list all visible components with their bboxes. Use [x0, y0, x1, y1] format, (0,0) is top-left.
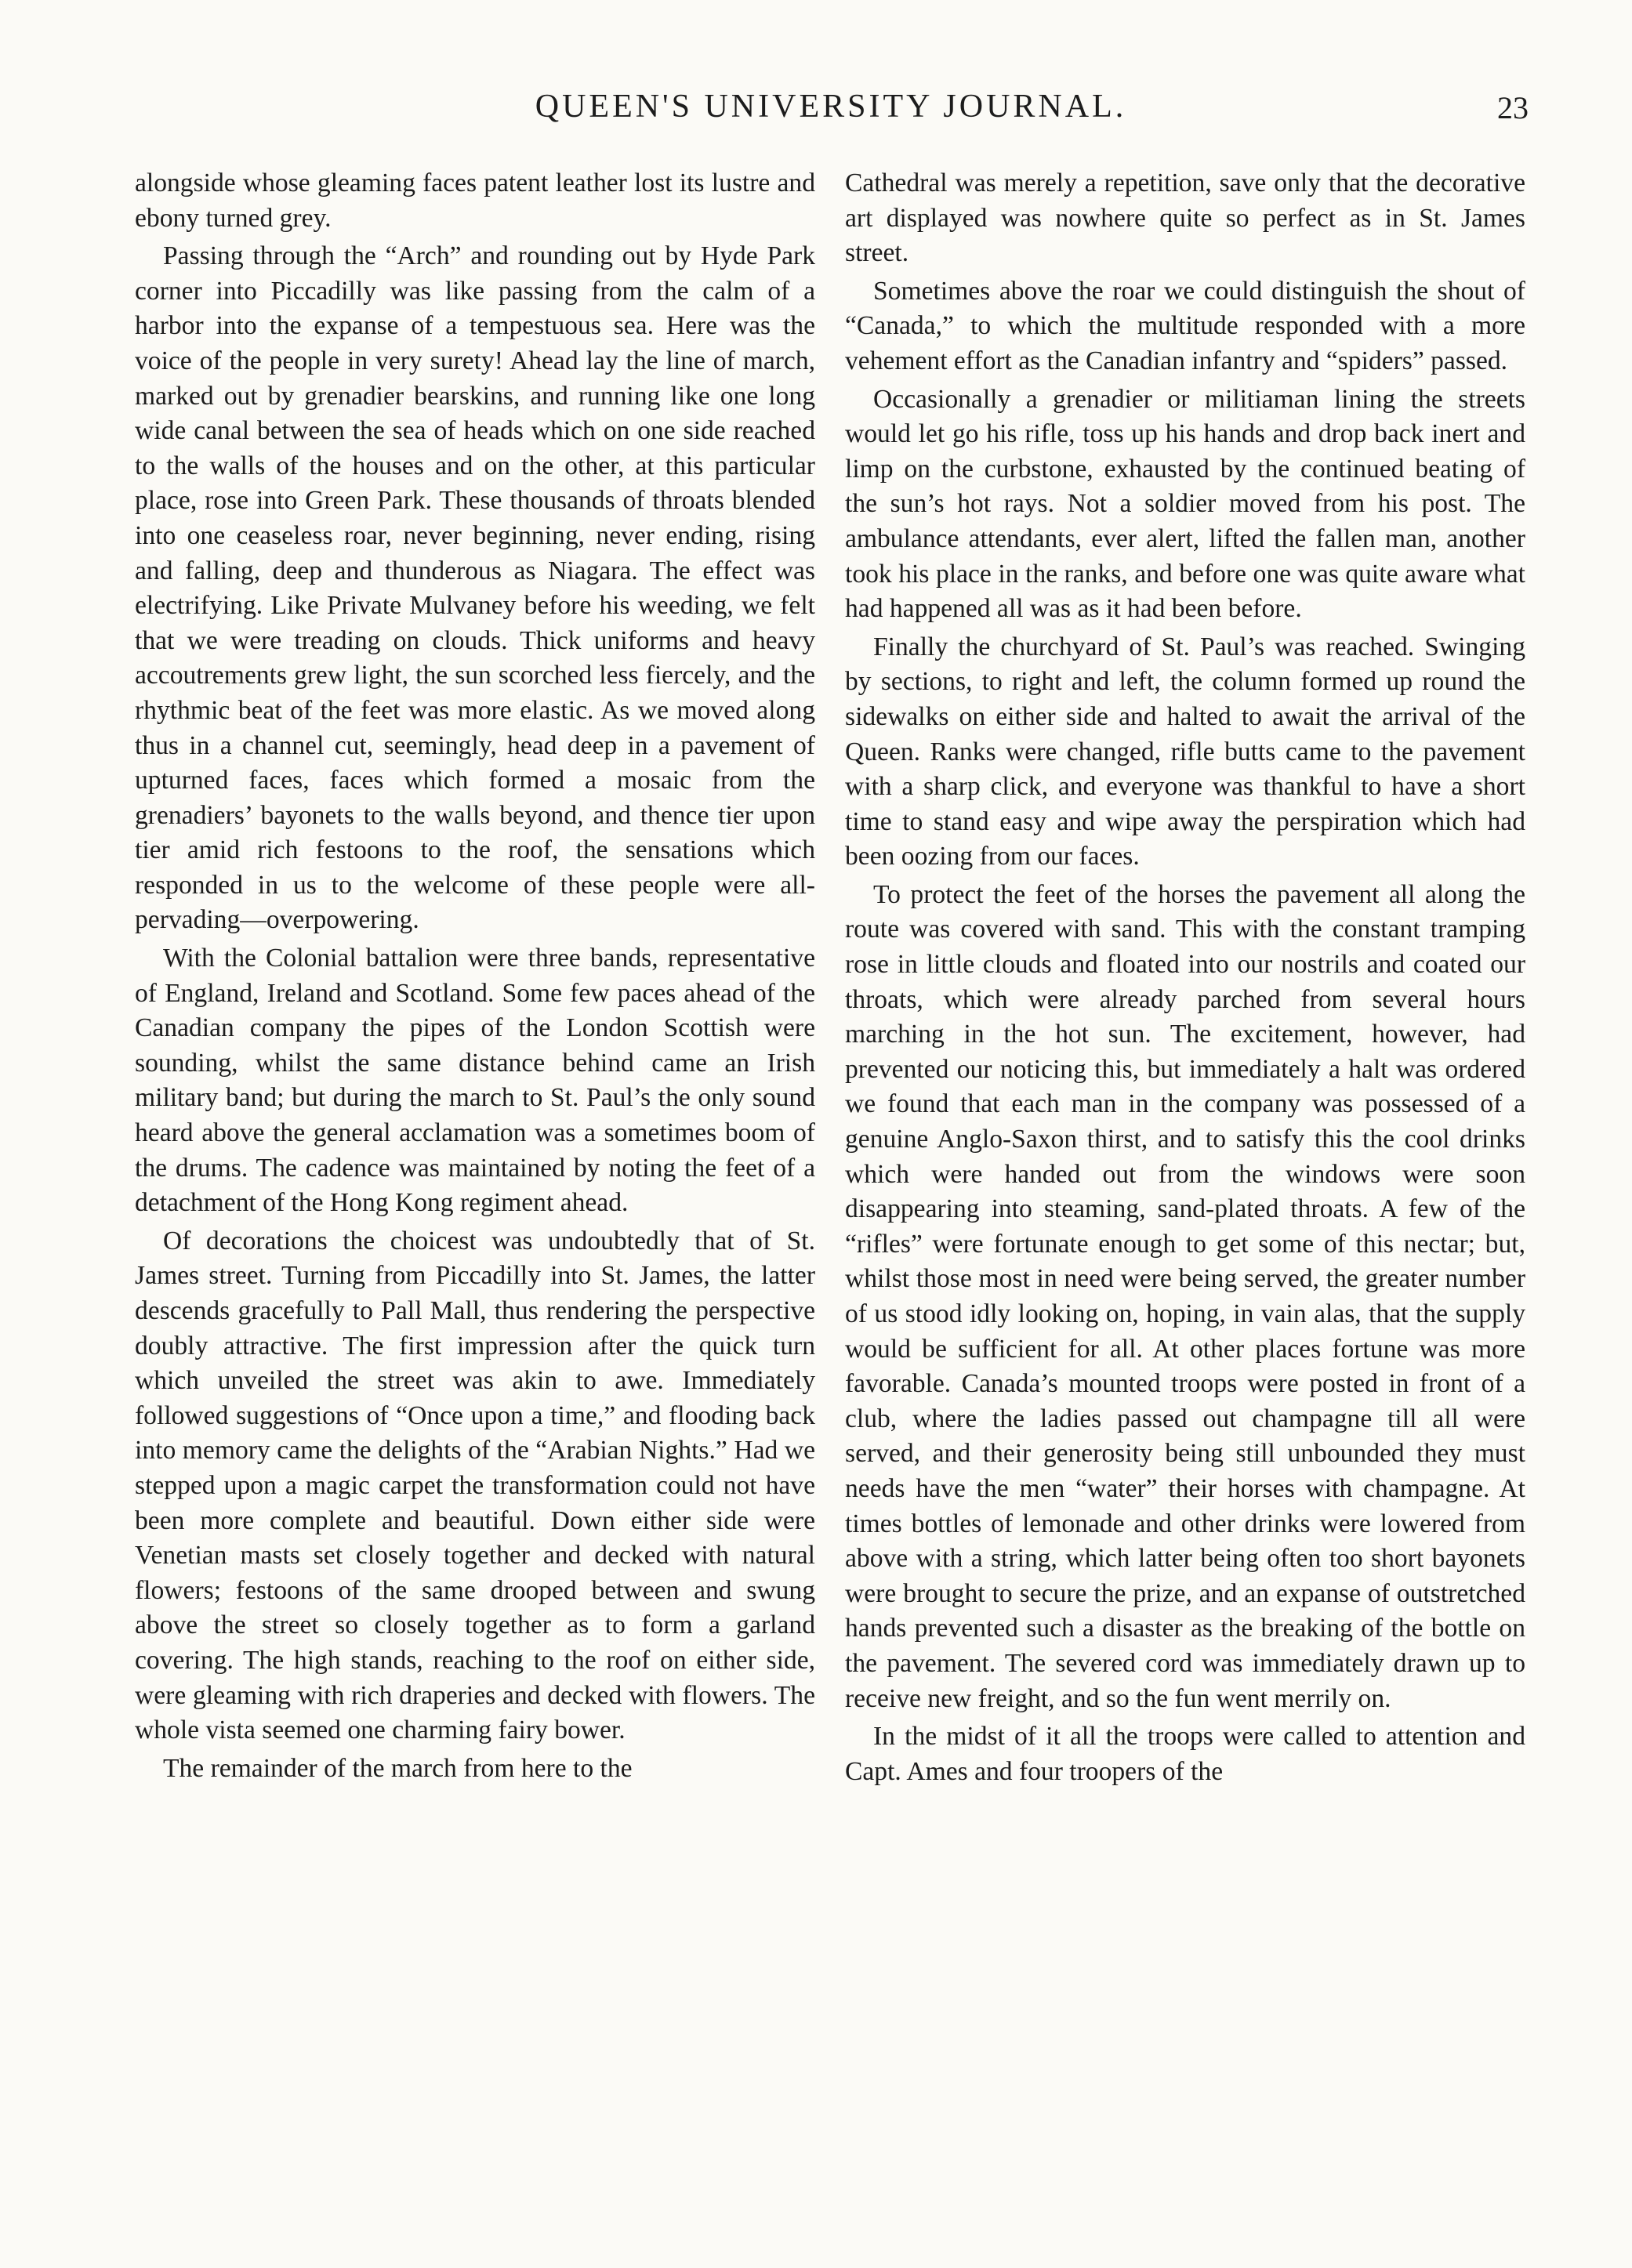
- paragraph: Cathedral was merely a repetition, save only that the decorative art displayed was nowhere quite so perfect as in St. James street.: [845, 168, 1525, 268]
- paragraph: Passing through the “Arch” and rounding out by Hyde Park corner into Piccadilly was like passing from the calm of a harbor into the expanse of a tempestuous sea. Here was the voice of the people in very surety! Ahead lay the line of march, marked out by grenadier bearskins, and running like one long wide canal between the sea of heads which on one side reached to the walls of the houses and on the other, at this particular place, rose into Green Park. These thousands of throats blended into one ceaseless roar, never beginning, never ending, rising and falling, deep and thunderous as Niagara. The effect was electrifying. Like Private Mulvaney before his weeding, we felt that we were treading on clouds. Thick uniforms and heavy accoutrements grew light, the sun scorched less fiercely, and the rhythmic beat of the feet was more elastic. As we moved along thus in a channel cut, seemingly, head deep in a pavement of upturned faces, faces which formed a mosaic from the grenadiers’ bayonets to the walls beyond, and thence tier upon tier amid rich festoons to the roof, the sensations which responded in us to the welcome of these people were all-pervading—overpowering.: [135, 241, 815, 935]
- paragraph: With the Colonial battalion were three bands, representative of England, Ireland and Scotland. Some few paces ahead of the Canadian company the pipes of the London Scottish were sounding, whilst the same distance behind came an Irish military band; but during the march to St. Paul’s the only sound heard above the general acclamation was a sometimes boom of the drums. The cadence was maintained by noting the feet of a detachment of the Hong Kong regiment ahead.: [135, 944, 815, 1218]
- paragraph: Occasionally a grenadier or militiaman lining the streets would let go his rifle, toss up his hands and drop back inert and limp on the curbstone, exhausted by the continued beating of the sun’s hot rays. Not a soldier moved from his post. The ambulance attendants, ever alert, lifted the fallen man, another took his place in the ranks, and before one was quite aware what had happened all was as it had been before.: [845, 384, 1525, 624]
- page-number: 23: [1497, 90, 1529, 125]
- paragraph: The remainder of the march from here to the: [163, 1753, 633, 1783]
- paragraph: alongside whose gleaming faces patent leather lost its lustre and ebony turned grey.: [135, 168, 815, 233]
- paragraph: To protect the feet of the horses the pavement all along the route was covered with sand. This with the constant tramping rose in little clouds and floated into our nostrils and coated our throats, which were already parched from several hours marching in the hot sun. The excitement, however, had prevented our noticing this, but immediately a halt was ordered we found that each man in the company was possessed of a genuine Anglo-Saxon thirst, and to satisfy this the cool drinks which were handed out from the windows were soon disappearing into steaming, sand-plated throats. A few of the “rifles” were fortunate enough to get some of this nectar; but, whilst those most in need were being served, the greater number of us stood idly looking on, hoping, in vain alas, that the supply would be sufficient for all. At other places fortune was more favorable. Canada’s mounted troops were posted in front of a club, where the ladies passed out champagne till all were served, and their generosity being still unbounded they must needs have the men “water” their horses with champagne. At times bottles of lemonade and other drinks were lowered from above with a string, which latter being often too short bayonets were brought to secure the prize, and an expanse of outstretched hands prevented such a disaster as the breaking of the bottle on the pavement. The severed cord was immediately drawn up to receive new freight, and so the fun went merrily on.: [845, 879, 1525, 1713]
- right-column: [845, 166, 1525, 1792]
- paragraph: Sometimes above the roar we could distinguish the shout of “Canada,” to which the multitude responded with a more vehement effort as the Canadian infantry and “spiders” passed.: [845, 276, 1525, 375]
- running-head: [133, 88, 1529, 135]
- paragraph: In the midst of it all the troops were called to attention and Capt. Ames and four troopers of the: [845, 1722, 1525, 1786]
- left-column: [135, 166, 815, 1789]
- paragraph: Finally the churchyard of St. Paul’s was reached. Swinging by sections, to right and left, the column formed up round the sidewalks on either side and halted to await the arrival of the Queen. Ranks were changed, rifle butts came to the pavement with a sharp click, and everyone was thankful to have a short time to stand easy and wipe away the perspiration which had been oozing from our faces.: [845, 632, 1525, 871]
- paragraph: Of decorations the choicest was undoubtedly that of St. James street. Turning from Piccadilly into St. James, the latter descends gracefully to Pall Mall, thus rendering the perspective doubly attractive. The first impression after the quick turn which unveiled the street was akin to awe. Immediately followed suggestions of “Once upon a time,” and flooding back into memory came the delights of the “Arabian Nights.” Had we stepped upon a magic carpet the transformation could not have been more complete and beautiful. Down either side were Venetian masts set closely together and decked with natural flowers; festoons of the same drooped between and swung above the street so closely together as to form a garland covering. The high stands, reaching to the roof on either side, were gleaming with rich draperies and decked with flowers. The whole vista seemed one charming fairy bower.: [135, 1226, 815, 1745]
- journal-title: QUEEN'S UNIVERSITY JOURNAL.: [535, 89, 1127, 125]
